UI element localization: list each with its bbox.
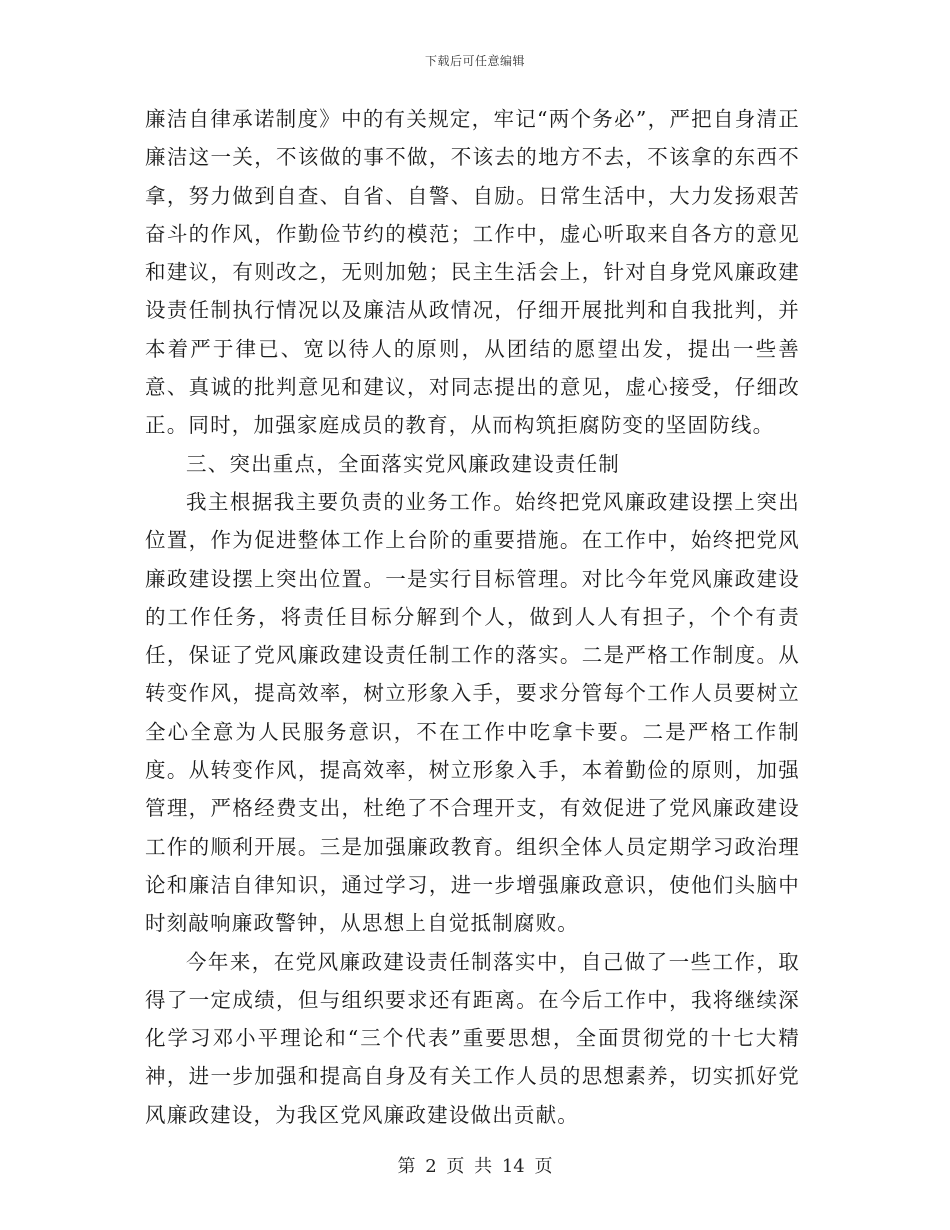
paragraph: 我主根据我主要负责的业务工作。始终把党风廉政建设摆上突出位置，作为促进整体工作上台阶的重要措施。在工作中，始终把党风廉政建设摆上突出位置。一是实行目标管理。对比今年党风廉政建设的工作任务，将责任目标分解到个人，做到人人有担子，个个有责任，保证了党风廉政建设责任制工作的落实。二是严格工作制度。从转变作风，提高效率，树立形象入手，要求分管每个工作人员要树立全心全意为人民服务意识，不在工作中吃拿卡要。二是严格工作制度。从转变作风，提高效率，树立形象入手，本着勤俭的原则，加强管理，严格经费支出，杜绝了不合理开支，有效促进了党风廉政建设工作的顺利开展。三是加强廉政教育。组织全体人员定期学习政治理论和廉洁自律知识，通过学习，进一步增强廉政意识，使他们头脑中时刻敲响廉政警钟，从思想上自觉抵制腐败。 bbox=[145, 489, 800, 936]
document-body bbox=[145, 100, 800, 1134]
page-header: 下载后可任意编辑 bbox=[424, 54, 525, 68]
paragraph: 今年来，在党风廉政建设责任制落实中，自己做了一些工作，取得了一定成绩，但与组织要求还有距离。在今后工作中，我将继续深化学习邓小平理论和“三个代表”重要思想，全面贯彻党的十七大精神，进一步加强和提高自身及有关工作人员的思想素养，切实抓好党风廉政建设，为我区党风廉政建设做出贡献。 bbox=[145, 949, 800, 1127]
paragraph-continuation: 廉洁自律承诺制度》中的有关规定，牢记“两个务必”，严把自身清正廉洁这一关，不该做的事不做，不该去的地方不去，不该拿的东西不拿，努力做到自查、自省、自警、自励。日常生活中，大力发扬艰苦奋斗的作风，作勤俭节约的模范；工作中，虚心听取来自各方的意见和建议，有则改之，无则加勉；民主生活会上，针对自身党风廉政建设责任制执行情况以及廉洁从政情况，仔细开展批判和自我批判，并本着严于律已、宽以待人的原则，从团结的愿望出发，提出一些善意、真诚的批判意见和建议，对同志提出的意见，虚心接受，仔细改正。同时，加强家庭成员的教育，从而构筑拒腐防变的坚固防线。 bbox=[145, 107, 800, 438]
section-heading: 三、突出重点，全面落实党风廉政建设责任制 bbox=[186, 451, 620, 476]
page-number-footer: 第 2 页 共 14 页 bbox=[397, 1156, 553, 1177]
